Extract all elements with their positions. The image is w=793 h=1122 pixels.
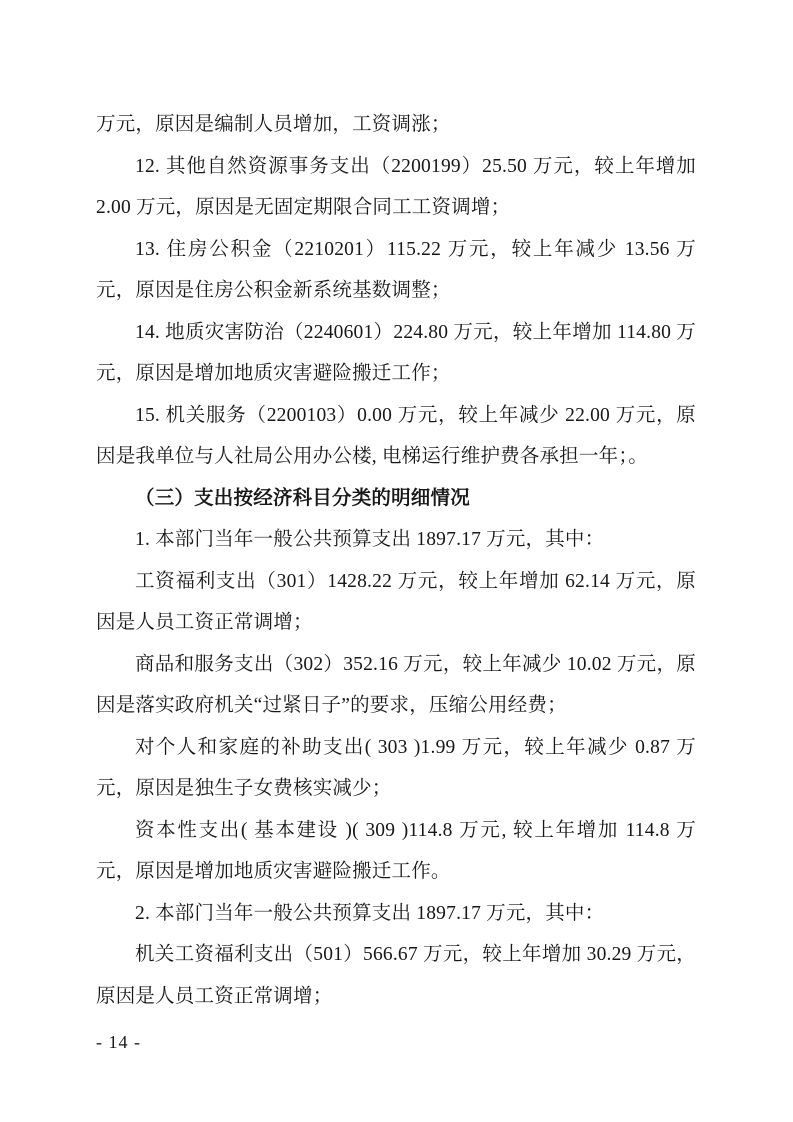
paragraph-item-2: 2. 本部门当年一般公共预算支出 1897.17 万元，其中： [135,902,605,924]
document-body [96,104,696,1017]
paragraph-personal-family-subsidy: 对个人和家庭的补助支出( 303 )1.99 万元，较上年减少 0.87 万元，原因是独生子女费核实减少； [96,736,696,799]
section-heading-three: （三）支出按经济科目分类的明细情况 [135,487,470,509]
paragraph-salary-welfare: 工资福利支出（301）1428.22 万元，较上年增加 62.14 万元，原因是人员工资正常调增； [96,570,696,633]
paragraph-item-13: 13. 住房公积金（2210201）115.22 万元，较上年减少 13.56 万元，原因是住房公积金新系统基数调整； [96,238,696,301]
paragraph-capital-expenditure: 资本性支出( 基本建设 )( 309 )114.8 万元, 较上年增加 114.8 万元，原因是增加地质灾害避险搬迁工作。 [96,819,696,882]
paragraph-item-15: 15. 机关服务（2200103）0.00 万元，较上年减少 22.00 万元，原因是我单位与人社局公用办公楼, 电梯运行维护费各承担一年；。 [96,404,696,467]
page-number: - 14 - [96,1032,141,1052]
paragraph-agency-salary-welfare: 机关工资福利支出（501）566.67 万元，较上年增加 30.29 万元，原因是人员工资正常调增； [96,944,696,1007]
paragraph-goods-services: 商品和服务支出（302）352.16 万元，较上年减少 10.02 万元，原因是落实政府机关“过紧日子”的要求，压缩公用经费； [96,653,696,716]
paragraph-item-12: 12. 其他自然资源事务支出（2200199）25.50 万元，较上年增加 2.00 万元，原因是无固定期限合同工工资调增； [96,155,696,218]
paragraph-item-1: 1. 本部门当年一般公共预算支出 1897.17 万元，其中： [135,529,605,550]
paragraph-continuation: 万元，原因是编制人员增加，工资调涨； [96,114,451,135]
paragraph-item-14: 14. 地质灾害防治（2240601）224.80 万元，较上年增加 114.80 万元，原因是增加地质灾害避险搬迁工作； [96,321,696,384]
